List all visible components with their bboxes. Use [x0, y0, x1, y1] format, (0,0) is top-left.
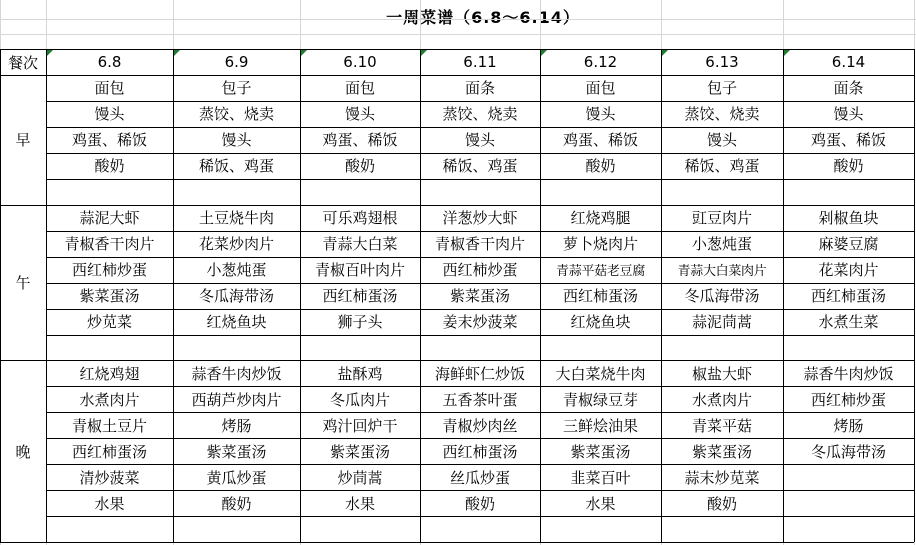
menu-dish-cell: 西红柿炒蛋 [442, 261, 518, 280]
menu-dish-cell [420, 179, 540, 205]
menu-dish-cell [46, 179, 173, 205]
menu-dish-cell: 稀饭、鸡蛋 [442, 157, 518, 176]
menu-dish-cell: 三鲜烩油果 [562, 416, 638, 435]
table-column-border [914, 49, 915, 542]
menu-dish-cell: 青菜平菇 [691, 416, 752, 435]
menu-dish-cell [173, 179, 300, 205]
menu-dish-cell: 洋葱炒大虾 [442, 209, 518, 228]
menu-dish-cell: 椒盐大虾 [691, 364, 752, 383]
menu-dish-cell [540, 516, 661, 542]
menu-dish-cell: 姜末炒菠菜 [442, 313, 518, 332]
menu-dish-cell: 青蒜大白菜 [322, 235, 398, 254]
menu-dish-cell: 蒸饺、烧卖 [442, 105, 518, 124]
menu-dish-cell [46, 516, 173, 542]
menu-dish-cell: 蒜泥茼蒿 [691, 313, 752, 332]
menu-dish-cell: 馒头 [344, 105, 375, 124]
menu-dish-cell [300, 335, 420, 361]
date-header: 6.14 [831, 53, 866, 71]
meal-name: 晚 [15, 442, 31, 461]
menu-dish-cell: 酸奶 [585, 157, 616, 176]
cell-comment-marker [784, 50, 790, 56]
menu-dish-cell: 紫菜蛋汤 [449, 287, 510, 306]
menu-dish-cell: 小葱炖蛋 [691, 235, 752, 254]
menu-dish-cell [173, 335, 300, 361]
grid-line-horizontal [0, 34, 916, 35]
menu-dish-cell: 豇豆肉片 [691, 209, 752, 228]
menu-dish-cell: 酸奶 [221, 494, 252, 513]
menu-dish-cell [661, 335, 783, 361]
menu-dish-cell: 水果 [585, 494, 616, 513]
menu-dish-cell: 青椒百叶肉片 [314, 261, 405, 280]
cell-comment-marker [301, 50, 307, 56]
menu-dish-cell: 鸡蛋、稀饭 [322, 131, 398, 150]
menu-dish-cell: 红烧鸡腿 [570, 209, 631, 228]
menu-dish-cell: 西红柿蛋汤 [442, 442, 518, 461]
menu-dish-cell: 蒜末炒苋菜 [684, 468, 760, 487]
sheet-title: 一周菜谱（6.8～6.14） [386, 7, 580, 27]
menu-dish-cell: 馒头 [221, 131, 252, 150]
menu-dish-cell: 黄瓜炒蛋 [206, 468, 267, 487]
menu-dish-cell [300, 179, 420, 205]
menu-dish-cell: 西红柿蛋汤 [562, 287, 638, 306]
menu-dish-cell: 五香茶叶蛋 [442, 390, 518, 409]
menu-dish-cell: 紫菜蛋汤 [206, 442, 267, 461]
menu-dish-cell: 蒜香牛肉炒饭 [191, 364, 282, 383]
menu-dish-cell: 紫菜蛋汤 [691, 442, 752, 461]
meal-group-border [0, 542, 46, 543]
menu-dish-cell [783, 335, 914, 361]
menu-dish-cell: 西葫芦炒肉片 [191, 390, 282, 409]
menu-dish-cell: 青蒜平菇老豆腐 [556, 264, 645, 280]
menu-dish-cell: 面条 [833, 79, 864, 98]
cell-comment-marker [421, 50, 427, 56]
menu-dish-cell: 青椒土豆片 [71, 416, 147, 435]
meal-name: 午 [15, 274, 31, 293]
date-header: 6.12 [583, 53, 618, 71]
menu-dish-cell: 酸奶 [706, 494, 737, 513]
menu-dish-cell: 红烧鱼块 [570, 313, 631, 332]
menu-dish-cell: 炒苋菜 [86, 313, 132, 332]
menu-dish-cell: 馒头 [833, 105, 864, 124]
menu-dish-cell [540, 335, 661, 361]
menu-dish-cell: 馒头 [706, 131, 737, 150]
menu-dish-cell [783, 490, 914, 516]
menu-dish-cell: 稀饭、鸡蛋 [684, 157, 760, 176]
menu-dish-cell: 面条 [464, 79, 495, 98]
menu-dish-cell: 馒头 [94, 105, 125, 124]
menu-dish-cell: 冬瓜海带汤 [810, 442, 886, 461]
menu-dish-cell: 水煮肉片 [691, 390, 752, 409]
menu-dish-cell [661, 516, 783, 542]
menu-dish-cell: 水煮生菜 [818, 313, 879, 332]
menu-dish-cell: 青椒绿豆芽 [562, 390, 638, 409]
menu-dish-cell [420, 335, 540, 361]
menu-dish-cell: 蒸饺、烧卖 [198, 105, 274, 124]
menu-dish-cell: 盐酥鸡 [337, 364, 383, 383]
menu-dish-cell: 小葱炖蛋 [206, 261, 267, 280]
menu-dish-cell: 麻婆豆腐 [818, 235, 879, 254]
menu-dish-cell: 花菜炒肉片 [198, 235, 274, 254]
menu-dish-cell: 水果 [344, 494, 375, 513]
menu-dish-cell: 青蒜大白菜肉片 [677, 264, 767, 280]
menu-dish-cell: 蒜泥大虾 [79, 209, 140, 228]
menu-dish-cell: 花菜肉片 [818, 261, 879, 280]
menu-dish-cell: 鸡蛋、稀饭 [71, 131, 147, 150]
menu-dish-cell: 酸奶 [94, 157, 125, 176]
menu-dish-cell: 西红柿蛋汤 [71, 442, 147, 461]
menu-dish-cell: 青椒香干肉片 [64, 235, 155, 254]
menu-dish-cell: 水果 [94, 494, 125, 513]
menu-dish-cell: 红烧鸡翅 [79, 364, 140, 383]
menu-dish-cell [420, 516, 540, 542]
menu-dish-cell: 海鲜虾仁炒饭 [434, 364, 525, 383]
menu-dish-cell: 馒头 [585, 105, 616, 124]
meal-header-label: 餐次 [7, 53, 38, 72]
menu-dish-cell: 鸡蛋、稀饭 [810, 131, 886, 150]
date-header: 6.10 [343, 53, 377, 71]
menu-dish-cell: 酸奶 [464, 494, 495, 513]
cell-comment-marker [541, 50, 547, 56]
menu-dish-cell: 红烧鱼块 [206, 313, 267, 332]
menu-dish-cell: 可乐鸡翅根 [322, 209, 398, 228]
menu-dish-cell: 大白菜烧牛肉 [555, 364, 646, 383]
menu-dish-cell: 韭菜百叶 [570, 468, 631, 487]
grid-line-horizontal [0, 19, 916, 20]
menu-dish-cell: 面包 [344, 79, 375, 98]
menu-dish-cell [173, 516, 300, 542]
menu-dish-cell: 清炒菠菜 [79, 468, 140, 487]
menu-dish-cell: 蒜香牛肉炒饭 [803, 364, 894, 383]
menu-dish-cell: 土豆烧牛肉 [198, 209, 274, 228]
menu-dish-cell: 酸奶 [344, 157, 375, 176]
menu-dish-cell: 稀饭、鸡蛋 [198, 157, 274, 176]
menu-dish-cell: 蒸饺、烧卖 [684, 105, 760, 124]
menu-dish-cell: 青椒炒肉丝 [442, 416, 518, 435]
menu-dish-cell: 烤肠 [833, 416, 864, 435]
menu-dish-cell: 紫菜蛋汤 [329, 442, 390, 461]
cell-comment-marker [662, 50, 668, 56]
menu-dish-cell: 酸奶 [833, 157, 864, 176]
menu-dish-cell: 丝瓜炒蛋 [449, 468, 510, 487]
menu-dish-cell: 面包 [94, 79, 125, 98]
menu-dish-cell: 西红柿蛋汤 [322, 287, 398, 306]
menu-dish-cell: 剁椒鱼块 [818, 209, 879, 228]
menu-dish-cell [661, 179, 783, 205]
menu-dish-cell: 紫菜蛋汤 [79, 287, 140, 306]
menu-dish-cell: 包子 [706, 79, 737, 98]
menu-dish-cell: 紫菜蛋汤 [570, 442, 631, 461]
cell-comment-marker [174, 50, 180, 56]
row-border [46, 542, 914, 543]
meal-name: 早 [15, 131, 31, 150]
menu-dish-cell: 萝卜烧肉片 [562, 235, 638, 254]
menu-dish-cell [300, 516, 420, 542]
date-header: 6.13 [705, 53, 739, 71]
date-header: 6.9 [224, 53, 249, 71]
menu-dish-cell: 面包 [585, 79, 616, 98]
cell-comment-marker [47, 50, 53, 56]
date-header: 6.8 [97, 53, 122, 71]
menu-dish-cell: 炒茼蒿 [337, 468, 383, 487]
date-header: 6.11 [463, 53, 497, 71]
menu-dish-cell: 青椒香干肉片 [434, 235, 525, 254]
menu-dish-cell: 冬瓜肉片 [329, 390, 390, 409]
menu-dish-cell [783, 516, 914, 542]
menu-dish-cell [783, 179, 914, 205]
menu-dish-cell: 鸡汁回炉干 [322, 416, 398, 435]
menu-dish-cell: 西红柿炒蛋 [810, 390, 886, 409]
menu-dish-cell: 包子 [221, 79, 252, 98]
menu-dish-cell [540, 179, 661, 205]
menu-dish-cell: 西红柿炒蛋 [71, 261, 147, 280]
menu-dish-cell: 冬瓜海带汤 [198, 287, 274, 306]
menu-dish-cell: 狮子头 [337, 313, 383, 332]
menu-dish-cell [46, 335, 173, 361]
menu-dish-cell: 冬瓜海带汤 [684, 287, 760, 306]
menu-dish-cell: 烤肠 [221, 416, 252, 435]
menu-dish-cell [783, 464, 914, 490]
menu-dish-cell: 馒头 [464, 131, 495, 150]
menu-dish-cell: 鸡蛋、稀饭 [562, 131, 638, 150]
menu-dish-cell: 水煮肉片 [79, 390, 140, 409]
menu-dish-cell: 西红柿蛋汤 [810, 287, 886, 306]
